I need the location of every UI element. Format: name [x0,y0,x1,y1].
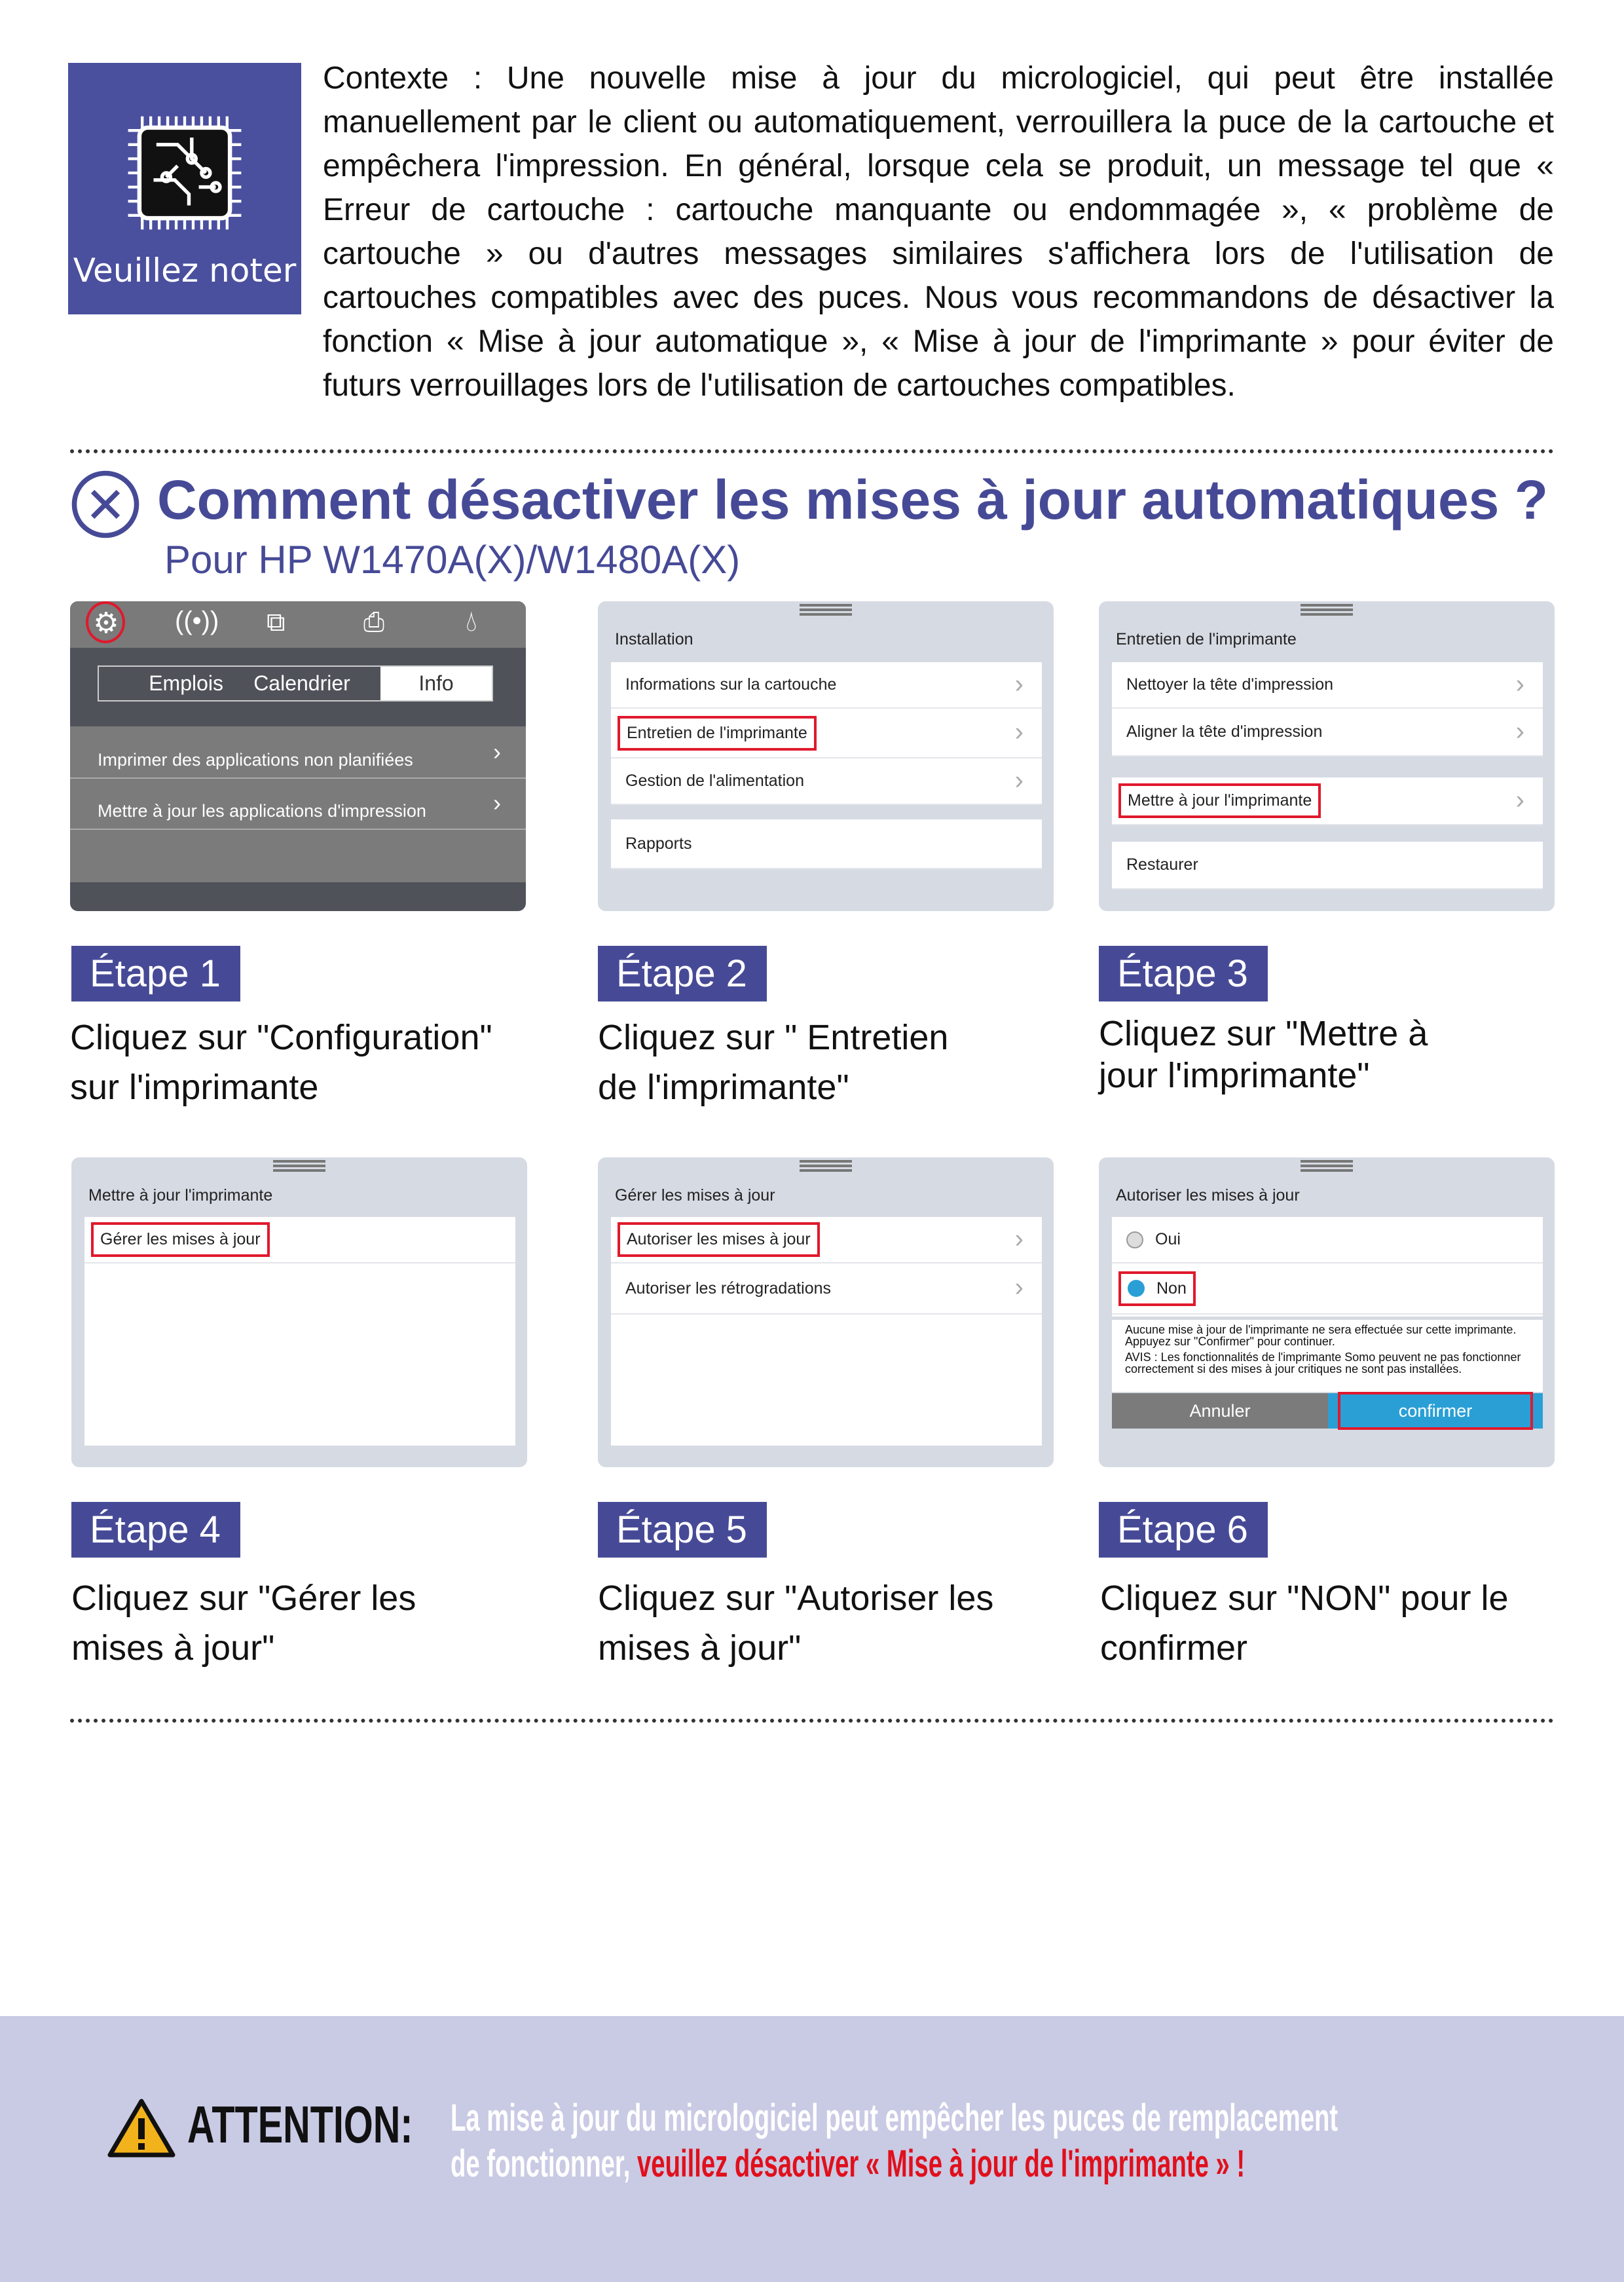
list-item[interactable]: Gérer les mises à jour [84,1217,515,1263]
list-item[interactable]: Mettre à jour les applications d'impression › [70,779,526,830]
screen-label: Gérer les mises à jour [615,1186,775,1205]
chevron-right-icon: › [1515,785,1524,815]
page-title: Comment désactiver les mises à jour automatiques ? [157,469,1549,531]
drag-handle[interactable] [1301,604,1353,616]
chevron-right-icon: › [1014,717,1024,747]
notice-warning: AVIS : Les fonctionnalités de l'imprimante Somo peuvent ne pas fonctionner correctement si des mises à jour critiques ne sont pas installées. [1125,1351,1521,1375]
screen-gerer [598,1157,1054,1467]
list-item[interactable]: Nettoyer la tête d'impression › [1112,662,1543,709]
screen-label: Mettre à jour l'imprimante [88,1186,273,1205]
chevron-right-icon: › [1014,669,1024,699]
step-badge: Étape 5 [598,1502,767,1558]
list-item[interactable]: Autoriser les mises à jour › [611,1217,1042,1263]
chevron-right-icon: › [1014,1273,1024,1302]
list-item[interactable]: Mettre à jour l'imprimante › [1112,777,1543,825]
step-badge: Étape 4 [71,1502,240,1558]
list-item[interactable]: Restaurer [1112,842,1543,889]
step-badge: Étape 1 [71,946,240,1001]
step-text: Cliquez sur "NON" pour le confirmer [1100,1579,1509,1668]
tab-info[interactable]: Info [380,667,492,700]
attention-line-1: La mise à jour du micrologiciel peut empêcher les puces de remplacement [451,2097,1338,2139]
attention-label: ATTENTION: [187,2095,413,2154]
radio-checked-icon [1128,1280,1145,1297]
ink-drop-icon[interactable]: 💧︎ [466,605,477,637]
radio-oui[interactable]: Oui [1112,1217,1543,1263]
screen-home [70,601,526,911]
list-item[interactable]: Entretien de l'imprimante › [611,709,1042,758]
chevron-right-icon: › [493,789,501,816]
warning-icon [107,2099,175,2158]
context-text: Contexte : Une nouvelle mise à jour du micrologiciel, qui peut être installée manuellement par le client ou automatiquement, verrouillera la puce de la cartouche et empêchera l'impression. En général, lorsque cela se produit, un message tel que « Erreur de cartouche : cartouche manquante ou endommagée », « problème de cartouche » ou d'autres messages similaires s'affichera lors de l'utilisation de cartouches compatibles avec des puces. Nous vous recommandons de désactiver la fonction « Mise à jour automatique », « Mise à jour de l'imprimante » pour éviter de futurs verrouillages lors de l'utilisation de cartouches compatibles. [323,61,1554,403]
notice-text: Aucune mise à jour de l'imprimante ne sera effectuée sur cette imprimante. Appuyez sur "Confirmer" pour continuer. [1125,1323,1517,1348]
tab-calendrier[interactable]: Calendrier [253,671,350,695]
divider [70,1719,1554,1723]
screen-mettre-a-jour [71,1157,527,1467]
gear-icon[interactable]: ⚙ [93,607,119,639]
list-item[interactable]: Imprimer des applications non planifiées › [70,726,526,779]
page-subtitle: Pour HP W1470A(X)/W1480A(X) [164,538,741,582]
chevron-right-icon: › [1014,766,1024,795]
wireless-icon[interactable]: ((•)) [175,607,219,635]
step-text: Cliquez sur "Gérer les mises à jour" [71,1579,416,1668]
drag-handle[interactable] [1301,1160,1353,1172]
step-badge: Étape 2 [598,946,767,1001]
note-label: Veuillez noter [73,252,297,290]
drag-handle[interactable] [800,604,852,616]
divider [70,449,1554,453]
close-circle-icon [70,469,141,540]
step-text: Cliquez sur "Autoriser les mises à jour" [598,1579,994,1668]
scan-icon[interactable]: ⎙ [363,608,384,637]
screen-entretien [1099,601,1555,911]
confirm-button[interactable]: confirmer [1338,1392,1533,1430]
attention-band [0,2016,1624,2282]
screen-autoriser [1099,1157,1555,1467]
list-item[interactable]: Informations sur la cartouche › [611,662,1042,709]
chevron-right-icon: › [1515,669,1524,699]
screen-label: Autoriser les mises à jour [1116,1186,1300,1205]
step-text: Cliquez sur "Mettre à jour l'imprimante" [1099,1014,1428,1095]
step-text: Cliquez sur "Configuration" sur l'imprimante [70,1018,492,1107]
list-item[interactable]: Rapports [611,819,1042,869]
notice [1112,1320,1543,1392]
step-text: Cliquez sur " Entretien de l'imprimante" [598,1018,949,1107]
list-item[interactable]: Aligner la tête d'impression › [1112,709,1543,757]
screen-label: Entretien de l'imprimante [1116,630,1297,648]
attention-line-2: de fonctionner, veuillez désactiver « Mise à jour de l'imprimante » ! [451,2142,1246,2185]
screen-label: Installation [615,630,693,648]
chevron-right-icon: › [1515,717,1524,746]
note-logo [68,63,301,314]
tab-group [98,665,493,701]
step-badge: Étape 3 [1099,946,1268,1001]
list-item[interactable]: Gestion de l'alimentation › [611,758,1042,805]
step-badge: Étape 6 [1099,1502,1268,1558]
cancel-button[interactable]: Annuler [1112,1393,1328,1429]
chevron-right-icon: › [493,738,501,765]
copy-icon[interactable]: ⧉ [267,608,286,637]
chip-icon [114,102,255,244]
drag-handle[interactable] [800,1160,852,1172]
radio-unchecked-icon [1126,1231,1143,1248]
drag-handle[interactable] [273,1160,325,1172]
chevron-right-icon: › [1014,1224,1024,1254]
list-item[interactable]: Autoriser les rétrogradations › [611,1263,1042,1315]
radio-non[interactable]: Non [1112,1263,1543,1315]
screen-installation [598,601,1054,911]
tab-emplois[interactable]: Emplois [149,671,223,695]
